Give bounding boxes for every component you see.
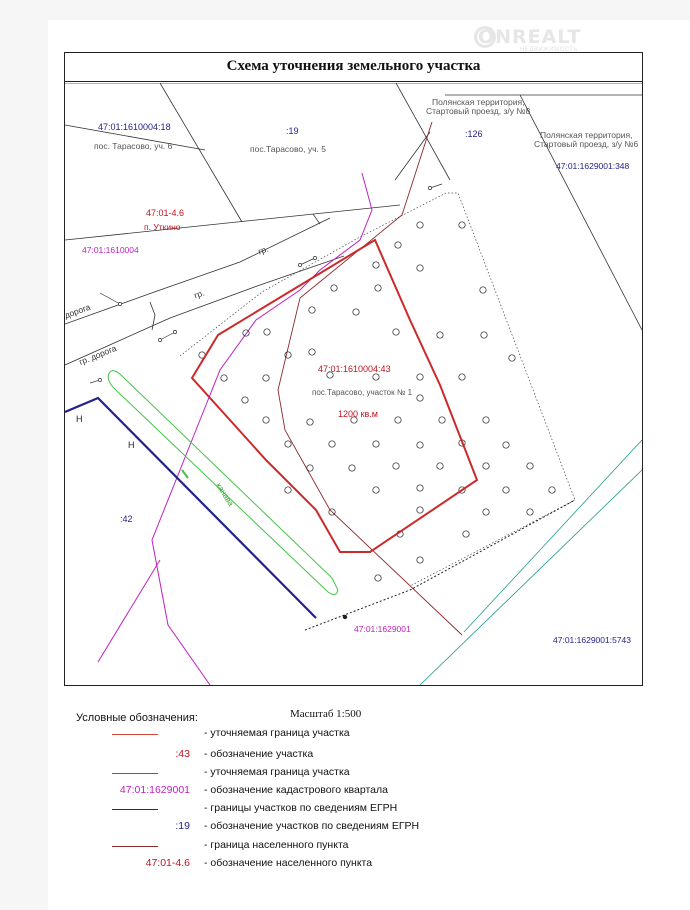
legend-description: - границы участков по сведениям ЕГРН (204, 802, 398, 814)
label-quarter-1610004: 47:01:1610004 (82, 245, 139, 255)
tree-circle-symbol (307, 419, 313, 425)
legend-description: - обозначение участка (204, 748, 314, 760)
label-settlement-name: п. Уткино (144, 222, 181, 232)
tree-circle-symbol (503, 442, 509, 448)
label-territory-8-line2: Стартовый проезд, з/у №8 (426, 106, 531, 116)
label-territory-6-line1: Полянская территория, (540, 130, 633, 140)
label-road-3: дорога (63, 301, 92, 321)
legend-line-swatch (112, 809, 158, 810)
tree-circle-symbol (307, 465, 313, 471)
tree-circle-symbol (549, 487, 555, 493)
label-road-1: гр. (256, 243, 270, 257)
label-parcel-126: :126 (465, 129, 483, 139)
legend-key: 47:01-4.6 (145, 857, 190, 869)
label-parcel-5743: 47:01:1629001:5743 (553, 635, 631, 645)
tree-circle-symbol (264, 329, 270, 335)
legend-item (60, 727, 460, 743)
tree-circle-symbol (263, 417, 269, 423)
tree-circle-symbol (373, 262, 379, 268)
legend-item (60, 820, 460, 836)
label-subject-area: 1200 кв.м (338, 409, 378, 419)
legend-item (60, 802, 460, 818)
tree-circle-symbol (527, 463, 533, 469)
tree-circle-symbol (285, 352, 291, 358)
tree-circle-symbol (373, 374, 379, 380)
tree-circle-symbol (375, 285, 381, 291)
tree-circle-symbol (375, 575, 381, 581)
legend-description: - граница населенного пункта (204, 839, 349, 851)
tree-circle-symbol (395, 417, 401, 423)
teal-line-2 (420, 470, 642, 685)
label-subject-address: пос.Тарасово, участок № 1 (312, 388, 413, 397)
legend-key: :43 (175, 748, 190, 760)
tree-circle-symbol (417, 485, 423, 491)
tree-circle-symbol (221, 375, 227, 381)
watermark: ONREALT (478, 26, 582, 48)
settlement-boundary (278, 122, 462, 635)
tree-circle-symbol (483, 463, 489, 469)
label-territory-8-line1: Полянская территория, (432, 97, 525, 107)
tree-circle-symbol (242, 397, 248, 403)
tree-circle-symbol (417, 265, 423, 271)
legend-item (60, 748, 460, 764)
label-parcel-19: :19 (286, 126, 299, 136)
tree-circle-symbol (503, 487, 509, 493)
magenta-boundary (98, 173, 372, 685)
tree-circle-symbol (417, 442, 423, 448)
tree-circle-symbol (417, 507, 423, 513)
canal-marker (182, 470, 188, 478)
legend-item (60, 839, 460, 855)
tree-circle-symbol (483, 509, 489, 515)
legend-key: :19 (175, 820, 190, 832)
tree-circle-symbol (373, 441, 379, 447)
legend-line-swatch (112, 846, 158, 847)
legend-description: - обозначение участков по сведениям ЕГРН (204, 820, 420, 832)
label-parcel-42: :42 (120, 514, 133, 524)
tree-circle-symbol (417, 557, 423, 563)
tree-symbols (199, 222, 555, 581)
label-parcel-19-address: пос.Тарасово, уч. 5 (250, 144, 327, 154)
tree-circle-symbol (349, 465, 355, 471)
tree-circle-symbol (463, 531, 469, 537)
tree-circle-symbol (527, 509, 533, 515)
legend-line-swatch (112, 773, 158, 774)
tree-circle-symbol (243, 330, 249, 336)
teal-line-1 (464, 440, 642, 632)
tree-circle-symbol (393, 463, 399, 469)
tree-circle-symbol (393, 329, 399, 335)
label-road-2: гр. (192, 287, 206, 301)
tree-circle-symbol (285, 441, 291, 447)
tree-circle-symbol (509, 355, 515, 361)
tree-circle-symbol (417, 395, 423, 401)
legend-item (60, 784, 460, 800)
tree-circle-symbol (373, 487, 379, 493)
tree-circle-symbol (353, 309, 359, 315)
legend-description: - обозначение населенного пункта (204, 857, 373, 869)
label-road-4: гр. дорога (77, 342, 118, 368)
label-parcel-18: 47:01:1610004:18 (98, 122, 171, 132)
power-line (305, 500, 575, 630)
tree-circle-symbol (459, 222, 465, 228)
legend-description: - уточняемая граница участка (204, 766, 350, 778)
tree-circle-symbol (331, 285, 337, 291)
tree-circle-symbol (285, 487, 291, 493)
power-line-pole (343, 615, 347, 619)
tree-circle-symbol (395, 242, 401, 248)
tree-circle-symbol (437, 332, 443, 338)
label-subject-id: 47:01:1610004:43 (318, 364, 391, 374)
tree-circle-symbol (417, 222, 423, 228)
tree-circle-symbol (439, 417, 445, 423)
tree-circle-symbol (263, 375, 269, 381)
legend-description: - обозначение кадастрового квартала (204, 784, 388, 796)
road-markers (90, 184, 442, 383)
tree-circle-symbol (437, 463, 443, 469)
tree-circle-symbol (309, 349, 315, 355)
legend-item (60, 766, 460, 782)
legend-description: - уточняемая граница участка (204, 727, 350, 739)
label-territory-6-line2: Стартовый проезд, з/у №6 (534, 139, 639, 149)
label-quarter-1629001: 47:01:1629001 (354, 624, 411, 634)
tree-circle-symbol (483, 417, 489, 423)
tree-circle-symbol (309, 307, 315, 313)
legend-item (60, 857, 460, 873)
tree-circle-symbol (480, 287, 486, 293)
legend-title: Условные обозначения: (76, 712, 198, 724)
tree-circle-symbol (329, 441, 335, 447)
label-parcel-348: 47:01:1629001:348 (556, 161, 630, 171)
watermark-subtitle: НЕДВИЖИМОСТЬ (520, 47, 578, 53)
label-settlement-code: 47:01-4.6 (146, 208, 185, 218)
parcel-42-boundary (65, 398, 316, 618)
legend-line-swatch (112, 734, 158, 735)
legend-key: 47:01:1629001 (119, 784, 190, 796)
map-title: Схема уточнения земельного участка (226, 58, 481, 74)
scale-text: Масштаб 1:500 (290, 708, 362, 720)
label-h2: Н (128, 440, 135, 450)
tree-circle-symbol (481, 332, 487, 338)
label-parcel-18-address: пос. Тарасово, уч. 6 (94, 141, 173, 151)
tree-circle-symbol (459, 374, 465, 380)
tree-circle-symbol (417, 374, 423, 380)
label-canal: канава (214, 481, 236, 508)
label-h1: Н (76, 414, 83, 424)
